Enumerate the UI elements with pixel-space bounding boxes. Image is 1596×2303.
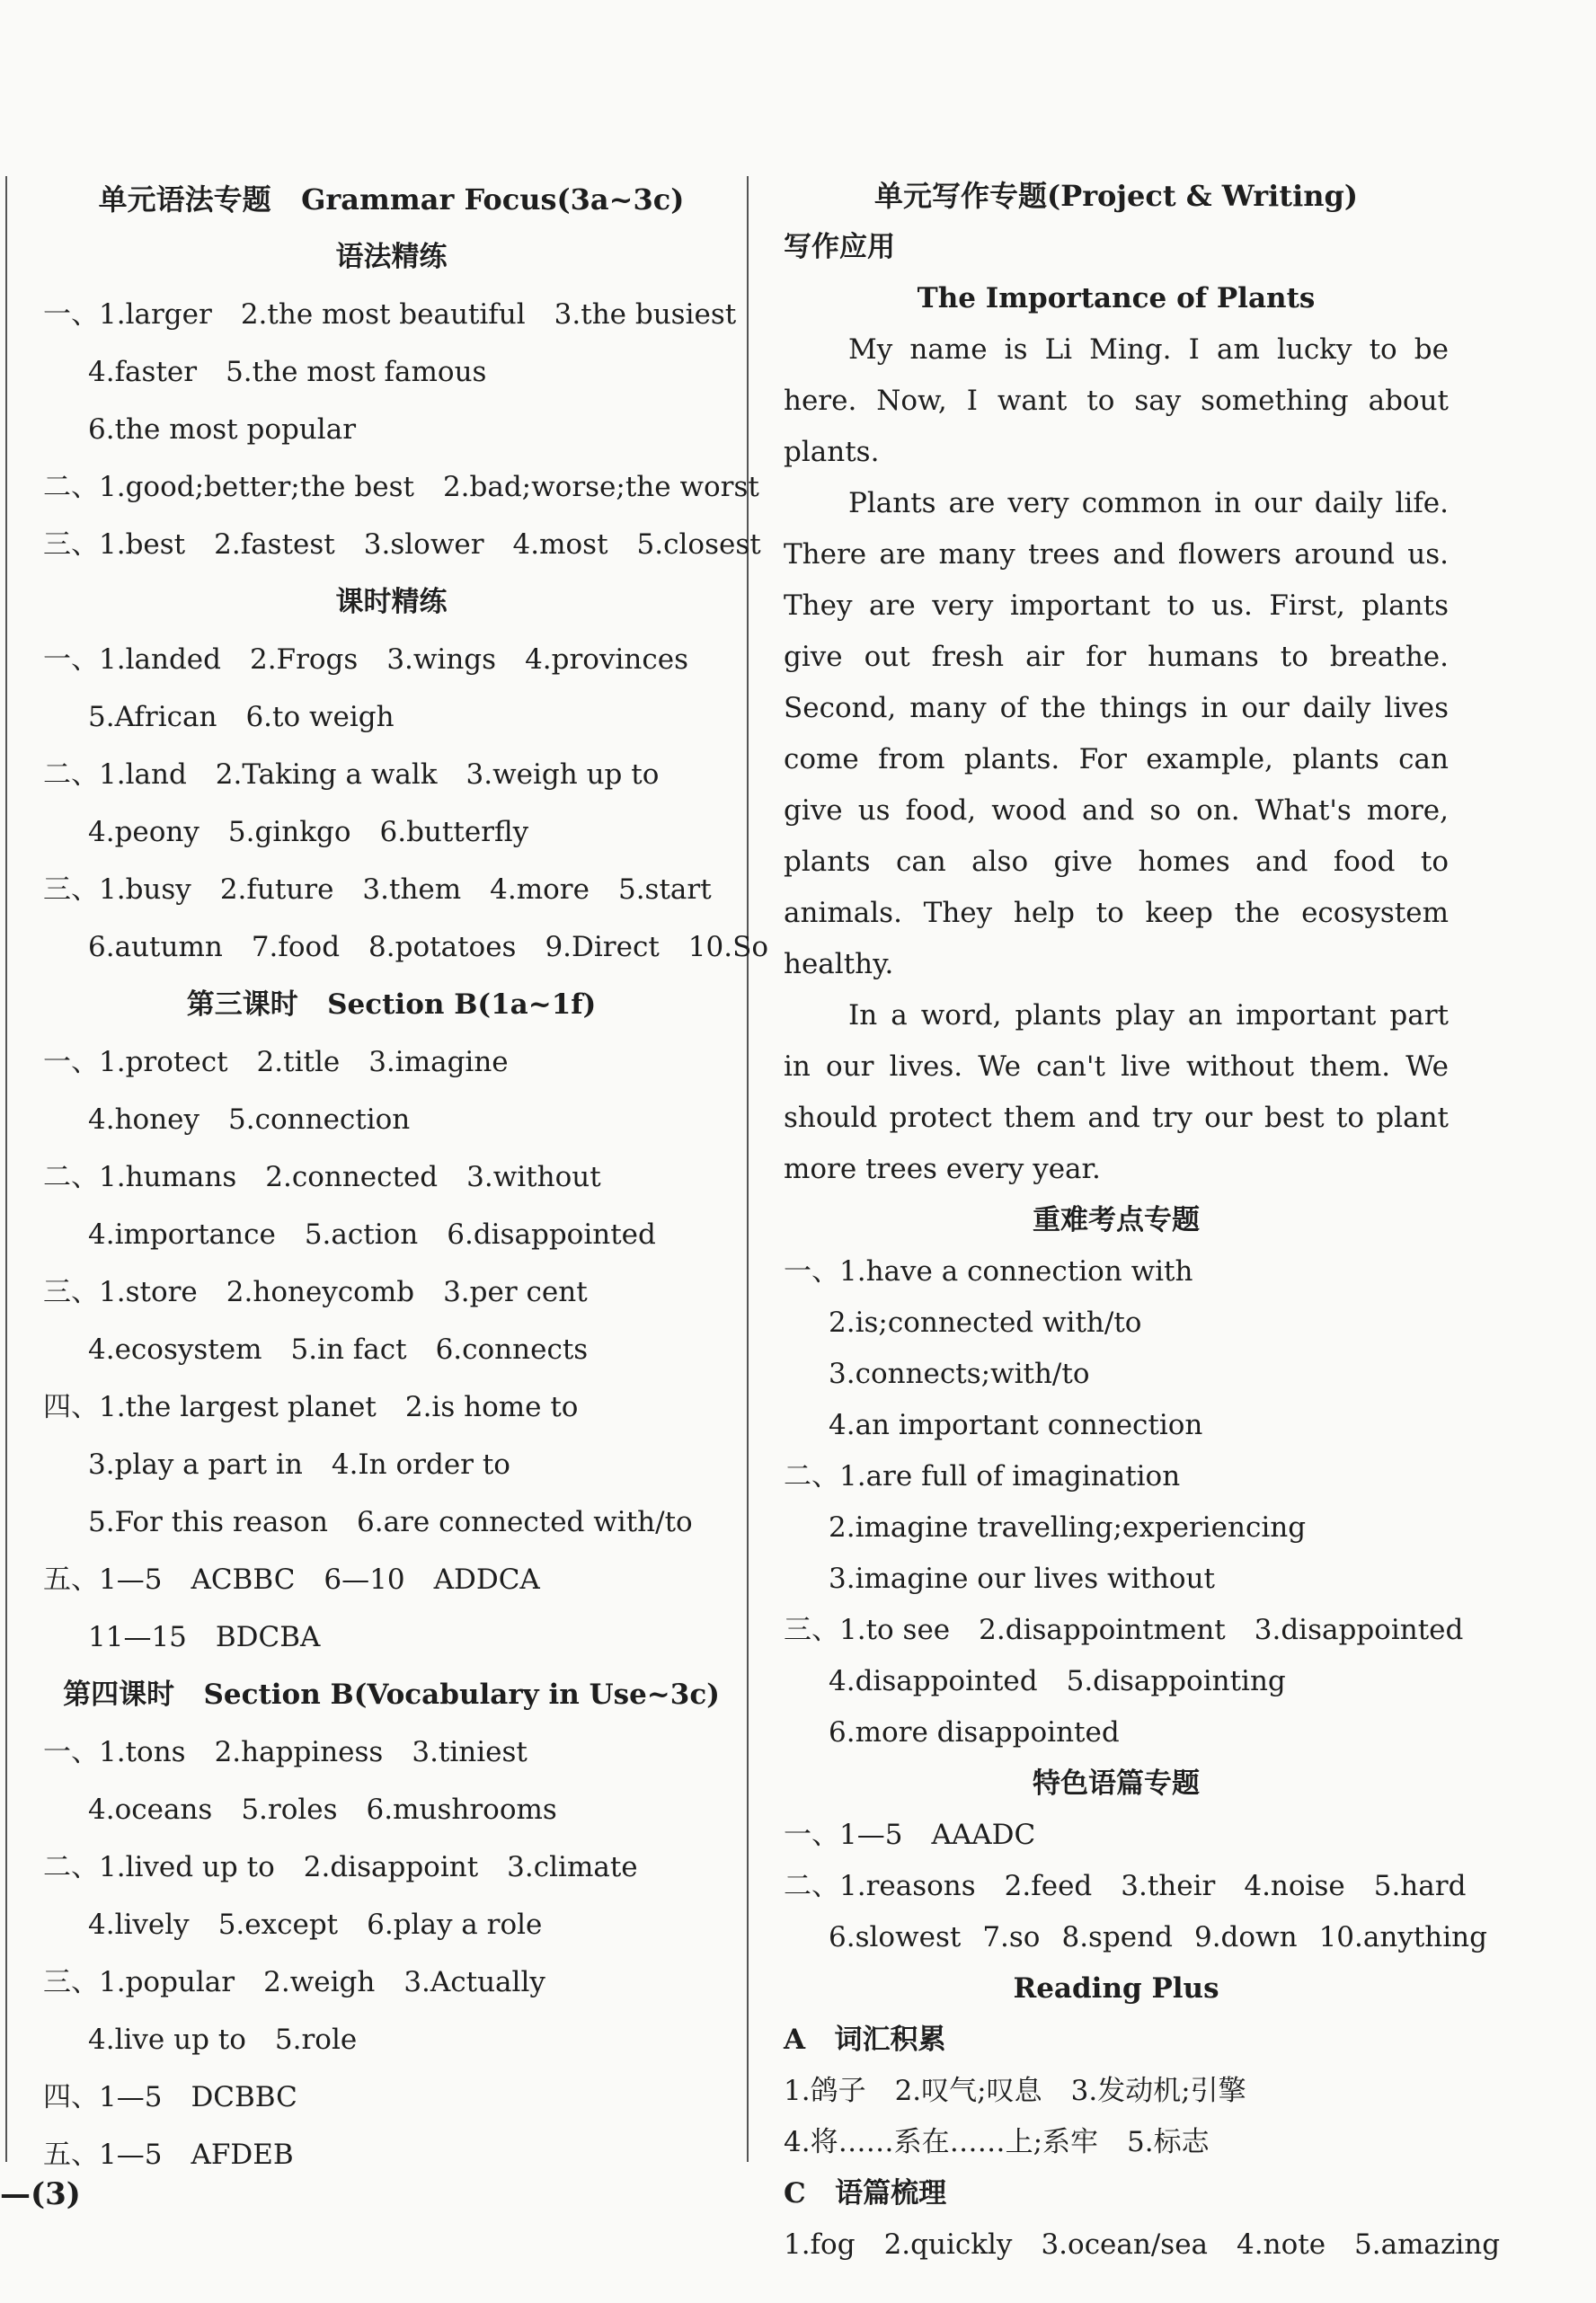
essay-paragraph-1: My name is Li Ming. I am lucky to be here. Now, I want to say something about plants. — [784, 333, 1449, 468]
heading-en: Section B(1a~1f) — [327, 988, 597, 1021]
answer: 二、1.humans — [43, 1161, 237, 1193]
answer: 5.roles — [241, 1794, 338, 1826]
answer: 5.closest — [636, 528, 761, 561]
answer-line — [784, 1861, 1467, 1912]
answer-line — [43, 1781, 740, 1838]
answer: 2.connected — [265, 1161, 439, 1193]
answer: 3.weigh up to — [466, 758, 660, 791]
section-letter: C — [784, 2177, 806, 2210]
answer: 5.amazing — [1354, 2228, 1501, 2261]
answer-line: 3.connects;with/to — [829, 1358, 1090, 1390]
answer: 2.Taking a walk — [215, 758, 438, 791]
answer: 2.future — [219, 873, 334, 906]
answer: 2.disappointment — [979, 1614, 1226, 1646]
answer: 6.autumn — [88, 931, 223, 963]
answer: 6.butterfly — [379, 816, 529, 848]
lesson-3-heading — [43, 976, 740, 1033]
answer: 三、1.to see — [784, 1614, 951, 1646]
answer: 8.potatoes — [368, 931, 517, 963]
answer: 2.weigh — [263, 1966, 376, 1998]
answer: 3.ocean/sea — [1041, 2228, 1209, 2261]
answer-line — [43, 1838, 740, 1896]
answer: 2.happiness — [214, 1736, 384, 1768]
section-c-heading — [784, 2168, 1449, 2219]
answer-line — [43, 1206, 740, 1263]
answer: 5.action — [304, 1218, 419, 1251]
answer-line — [43, 746, 740, 803]
answer: DCBBC — [191, 2081, 297, 2113]
answer: 3.wings — [386, 643, 497, 676]
answer: 3.the busiest — [554, 298, 737, 331]
answer: 9.Direct — [545, 931, 660, 963]
answer: 4.lively — [88, 1909, 190, 1941]
answer-line — [784, 2219, 1501, 2271]
answer: 3.imagine — [368, 1046, 509, 1078]
answer: 4.noise — [1244, 1870, 1345, 1902]
answer: ADDCA — [433, 1563, 540, 1596]
answer-line — [43, 1608, 740, 1666]
reading-plus-heading: Reading Plus — [1013, 1972, 1219, 2005]
answer-line: 一、1.have a connection with — [784, 1255, 1193, 1288]
answer: 二、1.land — [43, 758, 187, 791]
section-a-heading — [784, 2015, 1449, 2066]
answer-line: 3.imagine our lives without — [829, 1563, 1216, 1595]
answer: 三、1.best — [43, 528, 186, 561]
answer: 5.ginkgo — [227, 816, 351, 848]
answer: 2.disappoint — [303, 1851, 479, 1883]
answer-line — [43, 1263, 740, 1321]
answer: 4.ecosystem — [88, 1333, 262, 1366]
answer-line — [43, 1493, 740, 1551]
right-column — [784, 171, 1501, 2271]
answer: 2.Frogs — [249, 643, 359, 676]
answer-line — [43, 688, 740, 746]
answer: 5.African — [88, 701, 217, 733]
answer: 6.mushrooms — [366, 1794, 557, 1826]
answer: 一、1—5 — [784, 1819, 903, 1851]
answer: 5.in fact — [290, 1333, 407, 1366]
answer: 一、1.protect — [43, 1046, 228, 1078]
answer: 11—15 — [88, 1621, 187, 1653]
answer-line — [43, 1091, 740, 1148]
answer: BDCBA — [215, 1621, 321, 1653]
answer: 3.climate — [507, 1851, 638, 1883]
answer: AAADC — [931, 1819, 1036, 1851]
answer-line — [784, 1810, 1449, 1861]
section-heading-lesson-practice: 课时精练 — [335, 586, 448, 618]
answer-line — [784, 2117, 1449, 2168]
answer: 三、1.store — [43, 1276, 198, 1308]
answer: 8.spend — [1061, 1921, 1173, 1953]
answer-line — [784, 2066, 1449, 2117]
essay-paragraph-3: In a word, plants play an important part in our lives. We can't live without them. We should protect them and try our best to plant more trees every year. — [784, 999, 1449, 1185]
answer-line — [784, 1605, 1464, 1656]
answer: 5.disappointing — [1066, 1665, 1286, 1697]
answer: 1.fog — [784, 2228, 856, 2261]
answer-line — [43, 1953, 740, 2011]
answer: 6.disappointed — [447, 1218, 656, 1251]
heading-cn: 第三课时 — [186, 988, 298, 1021]
unit-writing-heading: 单元写作专题(Project & Writing) — [873, 179, 1359, 213]
page-number: —(3) — [0, 2176, 81, 2212]
answer-line — [43, 2068, 740, 2126]
answer: 10.So — [687, 931, 768, 963]
answer: 二、1.lived up to — [43, 1851, 275, 1883]
answer: 3.disappointed — [1254, 1614, 1464, 1646]
answer-line — [43, 458, 759, 516]
answer-line — [43, 2011, 740, 2068]
answer: 2.叹气;叹息 — [894, 2075, 1042, 2107]
answer: 4.peony — [88, 816, 200, 848]
answer-line: 二、1.are full of imagination — [784, 1460, 1181, 1493]
answer: 2.the most beautiful — [240, 298, 526, 331]
answer: 2.title — [256, 1046, 341, 1078]
essay-paragraph-2: Plants are very common in our daily life. There are many trees and flowers around us. They are very important to us. First, plants give out fresh air for humans to breathe. Second, many of the things in our daily lives come from plants. For example, plants can give us food, wood and so on. What's more, plants can also give homes and food to animals. They help to keep the ecosystem healthy. — [784, 487, 1449, 980]
section-label: 词汇积累 — [834, 2024, 946, 2056]
answer: 5.the most famous — [226, 356, 487, 388]
answer-line — [43, 1033, 740, 1091]
answer-line — [43, 1723, 740, 1781]
answer: 7.food — [251, 931, 341, 963]
answer-line: 2.is;connected with/to — [829, 1307, 1142, 1339]
answer-line — [43, 343, 740, 401]
answer-line: 4.an important connection — [829, 1409, 1203, 1441]
section-heading-featured-passages: 特色语篇专题 — [1033, 1767, 1200, 1800]
answer: 2.honeycomb — [226, 1276, 415, 1308]
answer: 4.live up to — [88, 2024, 246, 2056]
answer: 四、1.the largest planet — [43, 1391, 377, 1423]
answer: 3.发动机;引擎 — [1070, 2075, 1246, 2107]
left-border-rule — [5, 176, 7, 2162]
answer: 5.start — [617, 873, 712, 906]
section-heading-key-points: 重难考点专题 — [1033, 1204, 1200, 1236]
answer: 2.bad;worse;the worst — [442, 471, 759, 503]
answer: 5.hard — [1373, 1870, 1467, 1902]
answer: 一、1.tons — [43, 1736, 186, 1768]
answer: 7.so — [982, 1921, 1041, 1953]
answer: AFDEB — [191, 2139, 294, 2171]
answer: 4.provinces — [525, 643, 688, 676]
answer: 2.quickly — [883, 2228, 1013, 2261]
answer: 6.connects — [435, 1333, 589, 1366]
answer: 3.without — [466, 1161, 601, 1193]
unit-grammar-heading — [43, 171, 740, 228]
answer: 三、1.popular — [43, 1966, 235, 1998]
answer: 6.play a role — [367, 1909, 543, 1941]
answer: 9.down — [1193, 1921, 1298, 1953]
answer: 3.slower — [363, 528, 484, 561]
answer-line — [43, 1378, 740, 1436]
answer-line — [43, 861, 740, 918]
answer: 4.importance — [88, 1218, 276, 1251]
answer: 4.note — [1237, 2228, 1326, 2261]
answer: 3.their — [1121, 1870, 1216, 1902]
answer: 3.per cent — [443, 1276, 588, 1308]
answer: 三、1.busy — [43, 873, 191, 906]
answer: 4.disappointed — [829, 1665, 1038, 1697]
answer-line — [784, 1656, 1449, 1707]
answer-line — [43, 516, 761, 573]
lesson-4-heading — [43, 1666, 740, 1723]
answer-line: 2.imagine travelling;experiencing — [829, 1511, 1307, 1544]
answer-line — [43, 1551, 740, 1608]
answer: 5.For this reason — [88, 1506, 329, 1538]
section-heading-grammar-practice: 语法精练 — [335, 241, 448, 273]
answer-line — [43, 1321, 740, 1378]
answer: 4.faster — [88, 356, 198, 388]
answer: 2.fastest — [214, 528, 335, 561]
answer: 3.play a part in — [88, 1448, 303, 1481]
answer: 五、1—5 — [43, 1563, 163, 1596]
answer: 二、1.good;better;the best — [43, 471, 414, 503]
answer: 4.In order to — [331, 1448, 510, 1481]
essay-title: The Importance of Plants — [917, 282, 1316, 314]
answer: 5.role — [274, 2024, 358, 2056]
section-label: 语篇梳理 — [835, 2177, 947, 2210]
answer: 5.标志 — [1127, 2126, 1210, 2158]
answer: 2.is home to — [404, 1391, 579, 1423]
answer: 5.connection — [228, 1103, 411, 1136]
answer: 五、1—5 — [43, 2139, 163, 2171]
answer: 4.honey — [88, 1103, 200, 1136]
answer-line — [43, 803, 740, 861]
answer: 10.anything — [1318, 1921, 1487, 1953]
answer: 4.more — [490, 873, 590, 906]
answer: 6.are connected with/to — [357, 1506, 693, 1538]
answer: 二、1.reasons — [784, 1870, 976, 1902]
answer-line — [43, 2126, 740, 2183]
answer-line — [43, 1436, 740, 1493]
answer-line: 6.more disappointed — [829, 1716, 1120, 1749]
answer-line — [43, 631, 740, 688]
answer-line: 6.the most popular — [88, 413, 357, 446]
answer: 1.鸽子 — [784, 2075, 866, 2107]
answer: 6.slowest — [829, 1921, 962, 1953]
answer-line — [43, 286, 740, 343]
answer: 5.except — [217, 1909, 339, 1941]
heading-cn: 单元语法专题 — [98, 182, 271, 217]
answer: 4.most — [512, 528, 608, 561]
answer: ACBBC — [191, 1563, 296, 1596]
answer: 3.tiniest — [412, 1736, 528, 1768]
answer-line — [43, 1148, 740, 1206]
answer: 4.oceans — [88, 1794, 213, 1826]
answer-line — [43, 918, 768, 976]
answer: 一、1.larger — [43, 298, 212, 331]
heading-cn: 第四课时 — [63, 1679, 175, 1711]
answer: 一、1.landed — [43, 643, 221, 676]
answer: 四、1—5 — [43, 2081, 163, 2113]
heading-en: Section B(Vocabulary in Use~3c) — [203, 1679, 720, 1711]
section-letter: A — [784, 2024, 806, 2056]
answer: 4.将……系在……上;系牢 — [784, 2126, 1099, 2158]
answer: 3.Actually — [403, 1966, 545, 1998]
left-column — [43, 171, 768, 2183]
answer: 3.them — [362, 873, 462, 906]
answer: 6—10 — [324, 1563, 405, 1596]
heading-en: Grammar Focus(3a~3c) — [301, 182, 685, 217]
answer-line — [784, 1912, 1487, 1963]
answer: 6.to weigh — [245, 701, 395, 733]
answer: 2.feed — [1004, 1870, 1093, 1902]
answer-line — [43, 1896, 740, 1953]
writing-application-label: 写作应用 — [784, 231, 895, 263]
